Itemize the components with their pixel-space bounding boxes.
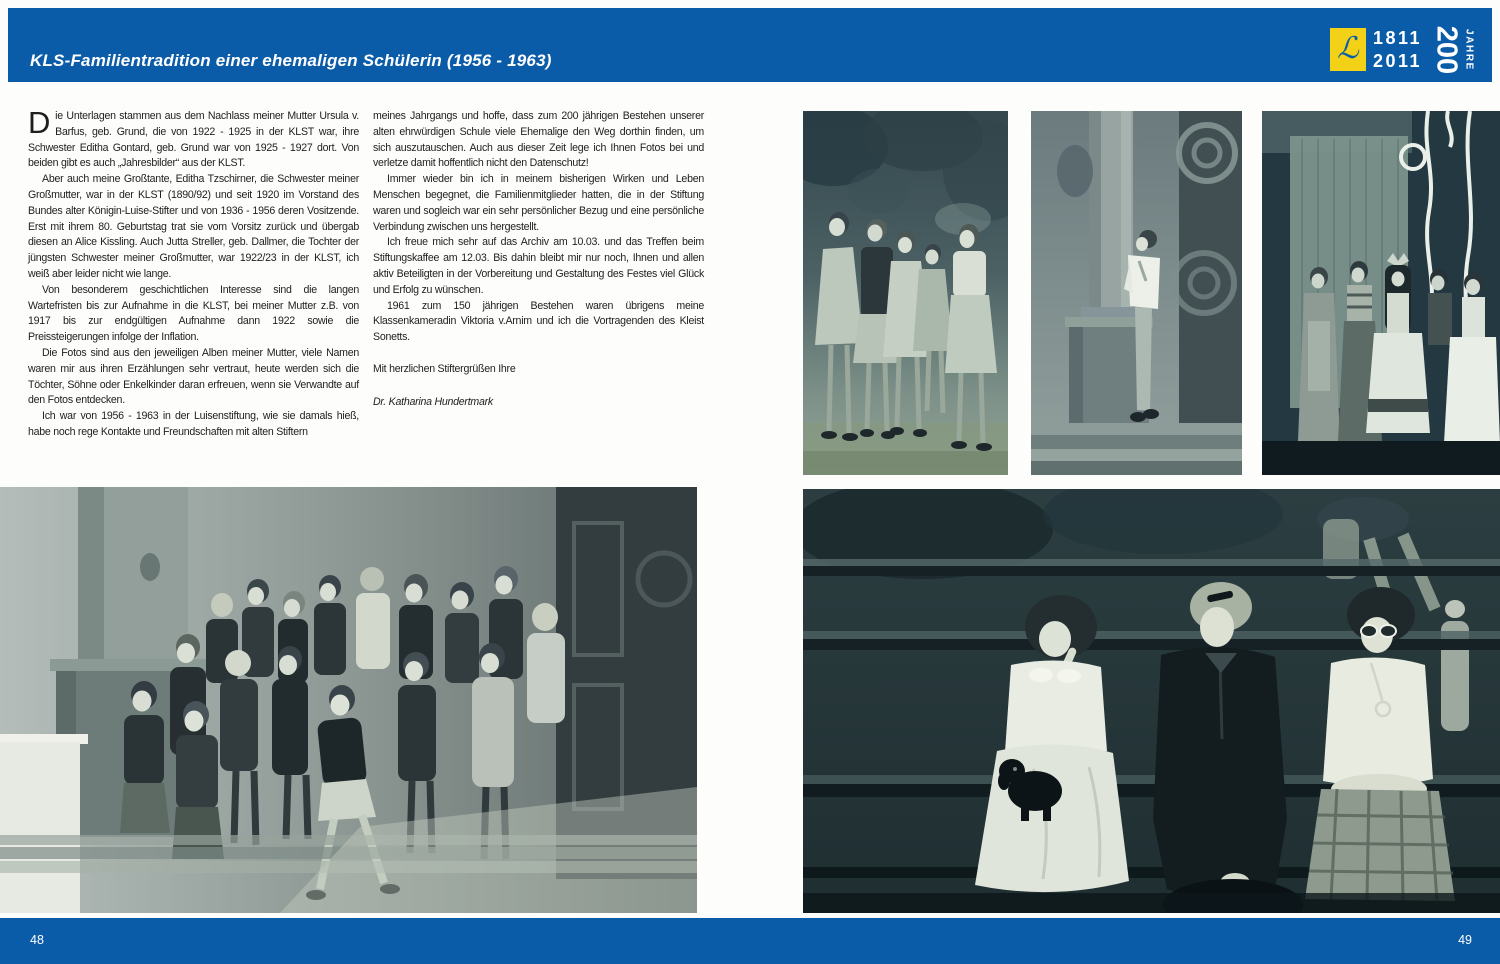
body-paragraph bbox=[28, 105, 359, 172]
photo-girl-at-column bbox=[1031, 111, 1242, 475]
paragraph-text: ie Unterlagen stammen aus dem Nachlass meiner Mutter Ursula v. Barfus, geb. Grund, die von 1922 - 1925 in der KLST war, ihre Schwester Editha Gontard, geb. Grund war von 1925 - 1927 dort. Von beiden gibt es auch „Jahresbilder“ aus der KLST. bbox=[28, 110, 359, 170]
logo-square bbox=[1330, 28, 1366, 71]
logo-anniversary-label: JAHRE bbox=[1463, 28, 1474, 71]
body-paragraph: Aber auch meine Großtante, Editha Tzschirner, die Schwester meiner Großmutter, war in der KLST (1890/92) und seit 1920 im Vorstand des Bundes alter Königin-Luise-Stifter und von 1936 - 1956 deren Vositzende. Erst mit ihrem 80. Geburtstag trat sie vom Vorsitz zurück und übergab diesen an Alice Kissling. Auch Jutta Streller, geb. Dallmer, die Tochter der jüngsten Schwester meiner Großmutter, war 1922/23 in der KLST, ich weiß aber leider nicht wie lange. bbox=[28, 173, 359, 280]
author-signature: Dr. Katharina Hundertmark bbox=[373, 395, 493, 408]
logo-years bbox=[1373, 28, 1422, 71]
logo-year-bottom: 2011 bbox=[1372, 51, 1422, 71]
photo-class-group-on-steps bbox=[0, 487, 697, 913]
article-text bbox=[28, 105, 704, 441]
page-number-right: 49 bbox=[1458, 933, 1472, 947]
page-number-left: 48 bbox=[30, 933, 44, 947]
body-paragraph: Ich freue mich sehr auf das Archiv am 10.03. und das Treffen beim Stiftungskaffee am 12.03. Bis dahin bleibt mir nur noch, Ihnen und allen aktiv Beteiligten in der Vorbereitung und Gestaltung des Festes viel Glück und Erfolg zu wünschen. bbox=[373, 236, 704, 296]
body-paragraph: Von besonderem geschichtlichen Interesse sind die langen Wartefristen bis zur Aufnahme in die KLST, bei meiner Mutter z.B. von 1917 bis zur endgültigen Aufnahme dann 1922 sowie die Preissteigerungen infolge der Inflation. bbox=[28, 283, 359, 344]
body-paragraph: Immer wieder bin ich in meinem bisherigen Wirken und Leben Menschen begegnet, die Familienmitglieder hatten, die in der Stiftung waren und sogleich war ein sehr persönlicher Bezug und eine persönliche Verbindung zwischen uns hergestellt. bbox=[373, 173, 704, 233]
closing-line: Mit herzlichen Stiftergrüßen Ihre bbox=[373, 362, 516, 375]
logo-200-wrap bbox=[1430, 25, 1463, 74]
drop-cap: D bbox=[28, 105, 51, 140]
body-paragraph: Ich war von 1956 - 1963 in der Luisenstiftung, wie sie damals hieß, habe noch rege Kontakte und Freundschaften mit alten Stiftern bbox=[28, 410, 359, 438]
text-column-1 bbox=[28, 105, 359, 441]
photo-three-friends-seated bbox=[803, 489, 1500, 913]
photo-stage-costume-group bbox=[1262, 111, 1500, 475]
body-paragraph: Die Fotos sind aus den jeweiligen Alben meiner Mutter, viele Namen waren mir aus ihren Erzählungen sehr vertraut, heute werden sich die Töchter, Söhne oder Enkelkinder daran erfreuen, wenn sie Verwandte auf den Fotos entdecken. bbox=[28, 346, 359, 407]
logo-jahre-wrap bbox=[1462, 28, 1475, 71]
header-bar bbox=[8, 8, 1492, 82]
photo-five-girls-outdoors bbox=[803, 111, 1008, 475]
luisenstift-monogram-icon: ℒ bbox=[1337, 30, 1359, 66]
page-title: KLS-Familientradition einer ehemaligen Schülerin (1956 - 1963) bbox=[30, 51, 552, 70]
body-paragraph: meines Jahrgangs und hoffe, dass zum 200 jährigen Bestehen unserer alten ehrwürdigen Schule viele Ehemalige den Weg dorthin finden, um sich auszutauschen. Auch aus dieser Zeit lege ich Ihnen Fotos bei und verletze damit hoffentlich nicht den Datenschutz! bbox=[373, 110, 704, 170]
footer-bar bbox=[0, 918, 1500, 964]
body-paragraph: 1961 zum 150 jährigen Bestehen waren übrigens meine Klassenkameradin Viktoria v.Arnim und ich die Vortragenden des Kleist Sonetts. bbox=[373, 299, 704, 344]
logo-anniversary-number: 200 bbox=[1430, 25, 1463, 74]
logo-year-top: 1811 bbox=[1372, 28, 1422, 48]
text-column-2 bbox=[373, 109, 704, 441]
anniversary-logo bbox=[1330, 25, 1475, 74]
